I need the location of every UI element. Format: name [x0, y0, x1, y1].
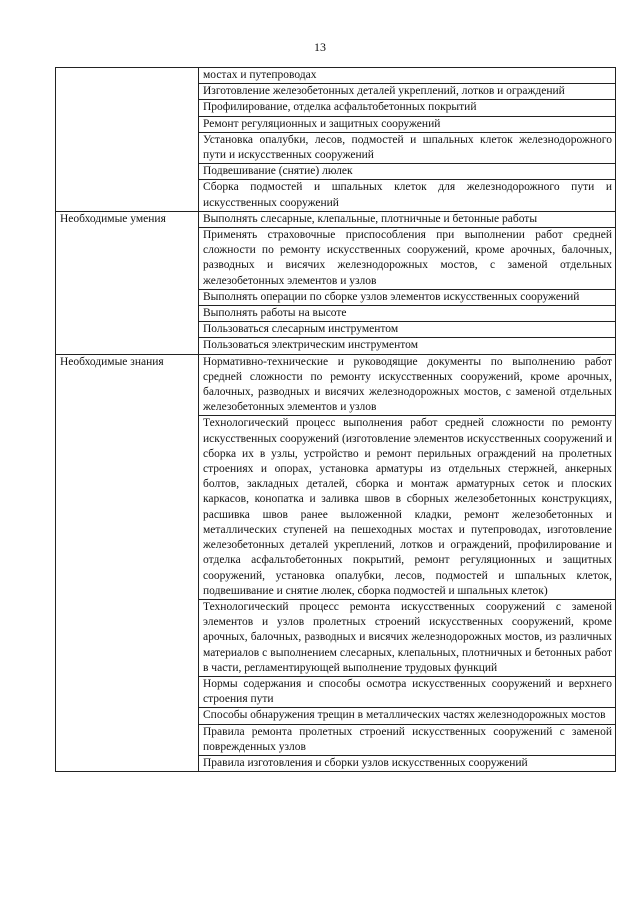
item-cell: мостах и путепроводах — [199, 68, 616, 84]
item-cell: Изготовление железобетонных деталей укреплений, лотков и ограждений — [199, 84, 616, 100]
item-cell: Применять страховочные приспособления при выполнении работ средней сложности по ремонту искусственных сооружений, кроме арочных, балочных, разводных и висячих железнодорожных мостов, с заменой отдельных железобетонных элементов и узлов — [199, 228, 616, 290]
item-cell: Нормы содержания и способы осмотра искусственных сооружений и верхнего строения пути — [199, 676, 616, 707]
item-cell: Выполнять слесарные, клепальные, плотничные и бетонные работы — [199, 211, 616, 227]
item-cell: Правила ремонта пролетных строений искусственных сооружений с заменой поврежденных узлов — [199, 724, 616, 755]
item-cell: Подвешивание (снятие) люлек — [199, 164, 616, 180]
item-cell: Пользоваться электрическим инструментом — [199, 338, 616, 354]
item-cell: Технологический процесс ремонта искусственных сооружений с заменой элементов и узлов пролетных строений искусственных сооружений, кроме арочных, балочных, разводных и висячих железнодорожных мостов, из различных материалов с выполнением слесарных, клепальных, плотничных и бетонных работ в части, регламентирующей выполнение трудовых функций — [199, 599, 616, 676]
competency-table — [55, 67, 616, 772]
item-cell: Правила изготовления и сборки узлов искусственных сооружений — [199, 755, 616, 771]
item-cell: Нормативно-технические и руководящие документы по выполнению работ средней сложности по ремонту искусственных сооружений, кроме арочных, балочных, разводных и висячих железнодорожных мостов, с заменой отдельных железобетонных элементов и узлов — [199, 354, 616, 416]
table-row — [56, 211, 616, 227]
item-cell: Способы обнаружения трещин в металлических частях железнодорожных мостов — [199, 708, 616, 724]
item-cell: Ремонт регуляционных и защитных сооружений — [199, 116, 616, 132]
item-cell: Сборка подмостей и шпальных клеток для железнодорожного пути и искусственных сооружений — [199, 180, 616, 211]
table-row — [56, 354, 616, 416]
item-cell: Выполнять операции по сборке узлов элементов искусственных сооружений — [199, 289, 616, 305]
category-knowledge: Необходимые знания — [56, 354, 199, 771]
item-cell: Установка опалубки, лесов, подмостей и шпальных клеток железнодорожного пути и искусственных сооружений — [199, 132, 616, 163]
item-cell: Технологический процесс выполнения работ средней сложности по ремонту искусственных сооружений (изготовление элементов искусственных сооружений и сборка их в узлы, устройство и ремонт перильных ограждений на пролетных строениях и опорах, установка арматуры из отдельных стержней, анкерных болтов, закладных деталей, сборка и монтаж арматурных сеток и плоских каркасов, конопатка и заливка швов в сборных железобетонных конструкциях, расшивка швов ранее выложенной кладки, ремонт железобетонных и металлических ступеней на пешеходных мостах и путепроводах, изготовление железобетонных деталей укреплений, лотков и ограждений, профилирование и отделка асфальтобетонных покрытий, ремонт регуляционных и защитных сооружений, установка опалубки, лесов, подмостей и шпальных клеток, подвешивание и снятие люлек, сборка подмостей и шпальных клеток) — [199, 416, 616, 599]
item-cell: Пользоваться слесарным инструментом — [199, 322, 616, 338]
item-cell: Выполнять работы на высоте — [199, 306, 616, 322]
page-number: 13 — [314, 40, 326, 54]
item-cell: Профилирование, отделка асфальтобетонных покрытий — [199, 100, 616, 116]
table-row — [56, 68, 616, 84]
category-cell — [56, 68, 199, 212]
category-skills: Необходимые умения — [56, 211, 199, 354]
